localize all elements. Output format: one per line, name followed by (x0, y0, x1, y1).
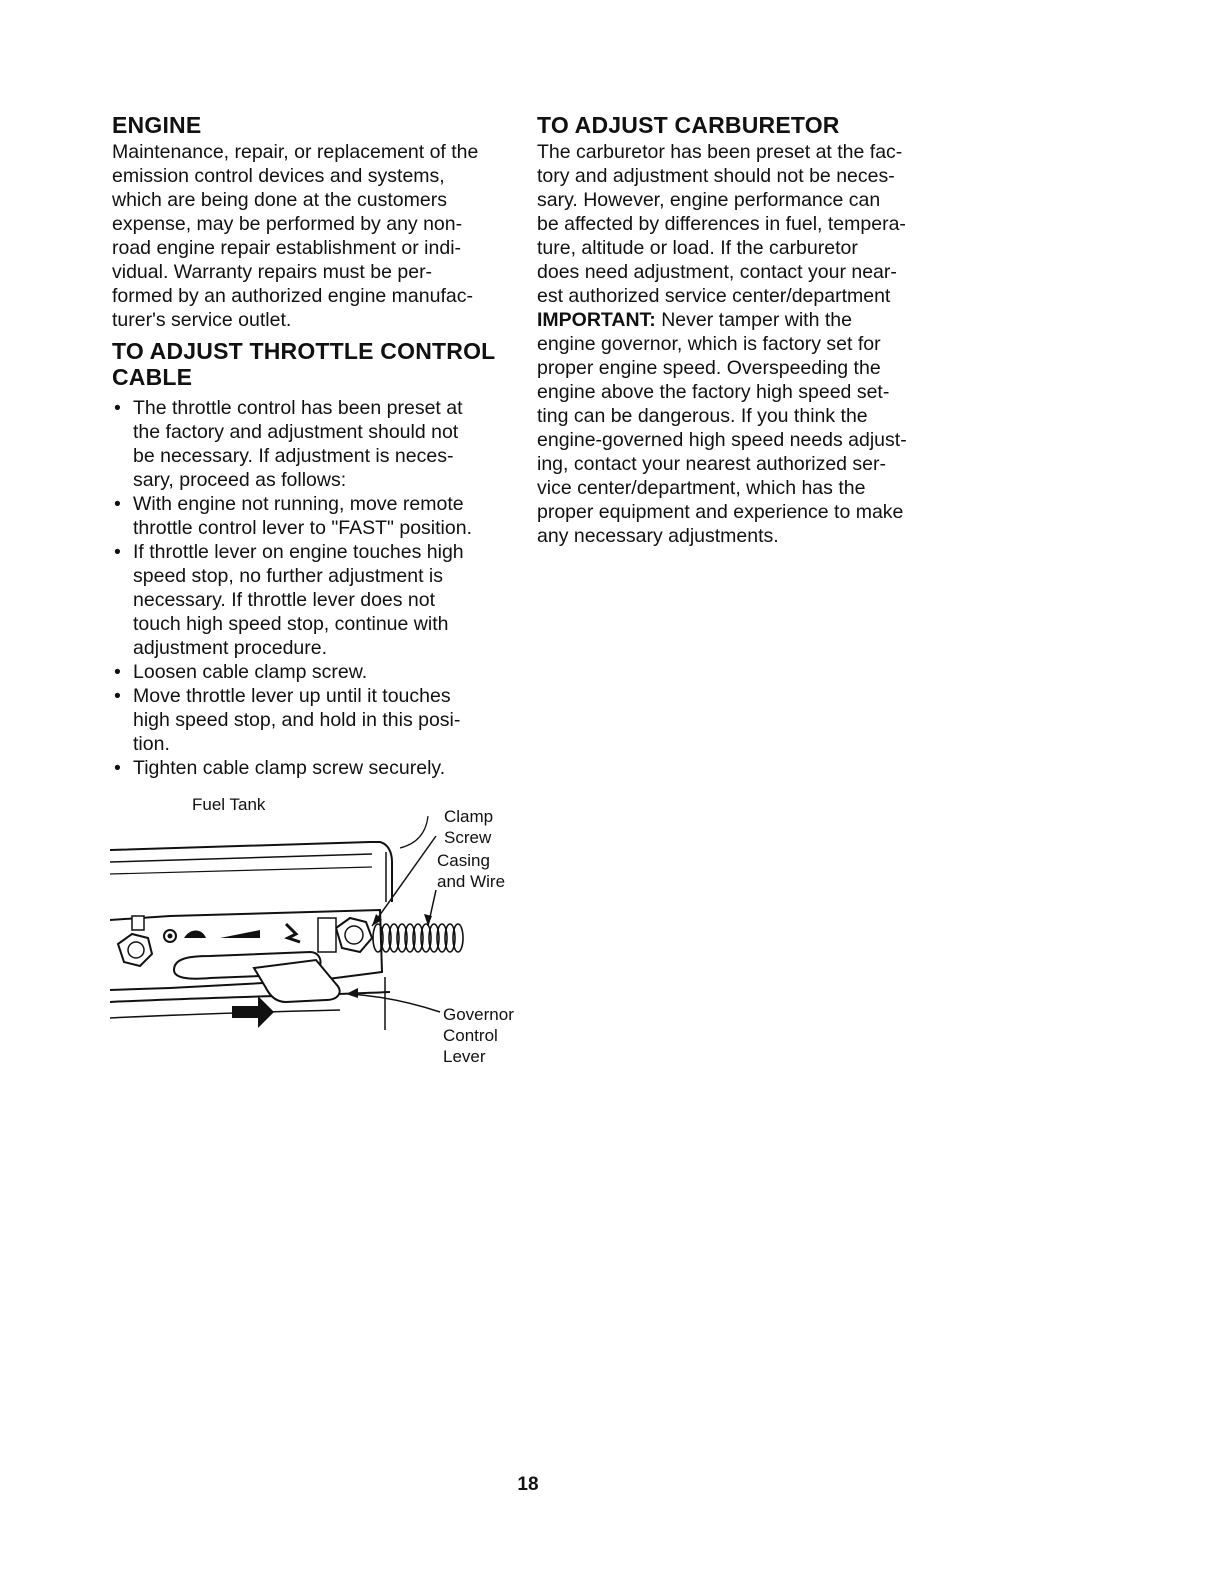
throttle-step: • If throttle lever on engine touches high speed stop, no further adjustment is necessary. If throttle lever does not touch high speed stop, continue with adjustment procedure. (114, 541, 464, 659)
throttle-step: • Tighten cable clamp screw securely. (114, 757, 446, 779)
casing-wire-label: Casing and Wire (437, 851, 506, 891)
carburetor-heading: TO ADJUST CARBURETOR (537, 112, 840, 138)
clamp-screw-label: Clamp Screw (444, 807, 494, 847)
engine-text: Maintenance, repair, or replacement of the emission control devices and systems, which are being done at the customers expense, may be performed by any non- road engine repair establishment or indi- vidual. Warranty repairs must be per- formed by an authorized engine manufac- turer's service outlet. (112, 141, 479, 331)
bullet: • (114, 685, 121, 707)
important-label: IMPORTANT: (537, 309, 656, 331)
bullet: • (114, 397, 121, 419)
fuel-tank-label: Fuel Tank (192, 795, 266, 814)
important-note (537, 308, 957, 548)
right-column (537, 112, 957, 548)
governor-label: Governor Control Lever (443, 1005, 514, 1066)
throttle-step: • Move throttle lever up until it touches high speed stop, and hold in this posi- tion. (114, 685, 461, 755)
throttle-steps (112, 396, 522, 780)
left-column (112, 112, 522, 780)
throttle-step: • Loosen cable clamp screw. (114, 661, 368, 683)
bullet: • (114, 757, 121, 779)
bullet: • (114, 541, 121, 563)
throttle-step: • With engine not running, move remote throttle control lever to "FAST" position. (114, 493, 472, 539)
bullet: • (114, 661, 121, 683)
bullet: • (114, 493, 121, 515)
carburetor-text: The carburetor has been preset at the fac- tory and adjustment should not be neces- sary. However, engine performance can be affected by differences in fuel, tempera- ture, altitude or load. If the carburetor does need adjustment, contact your near- est authorized service center/department (537, 141, 906, 307)
page-number: 18 (517, 1474, 539, 1495)
throttle-cable-diagram (110, 792, 530, 1067)
engine-heading: ENGINE (112, 112, 202, 138)
important-text: Never tamper with the engine governor, which is factory set for proper engine speed. Overspeeding the engine above the factory high speed set- ting can be dangerous. If you think the engine-governed high speed needs adjust- ing, contact your nearest authorized ser- vice center/department, which has the proper equipment and experience to make any necessary adjustments. (537, 309, 907, 547)
throttle-heading: TO ADJUST THROTTLE CONTROL CABLE (112, 338, 496, 390)
throttle-step: • The throttle control has been preset at the factory and adjustment should not be necessary. If adjustment is neces- sary, proceed as follows: (114, 397, 463, 491)
